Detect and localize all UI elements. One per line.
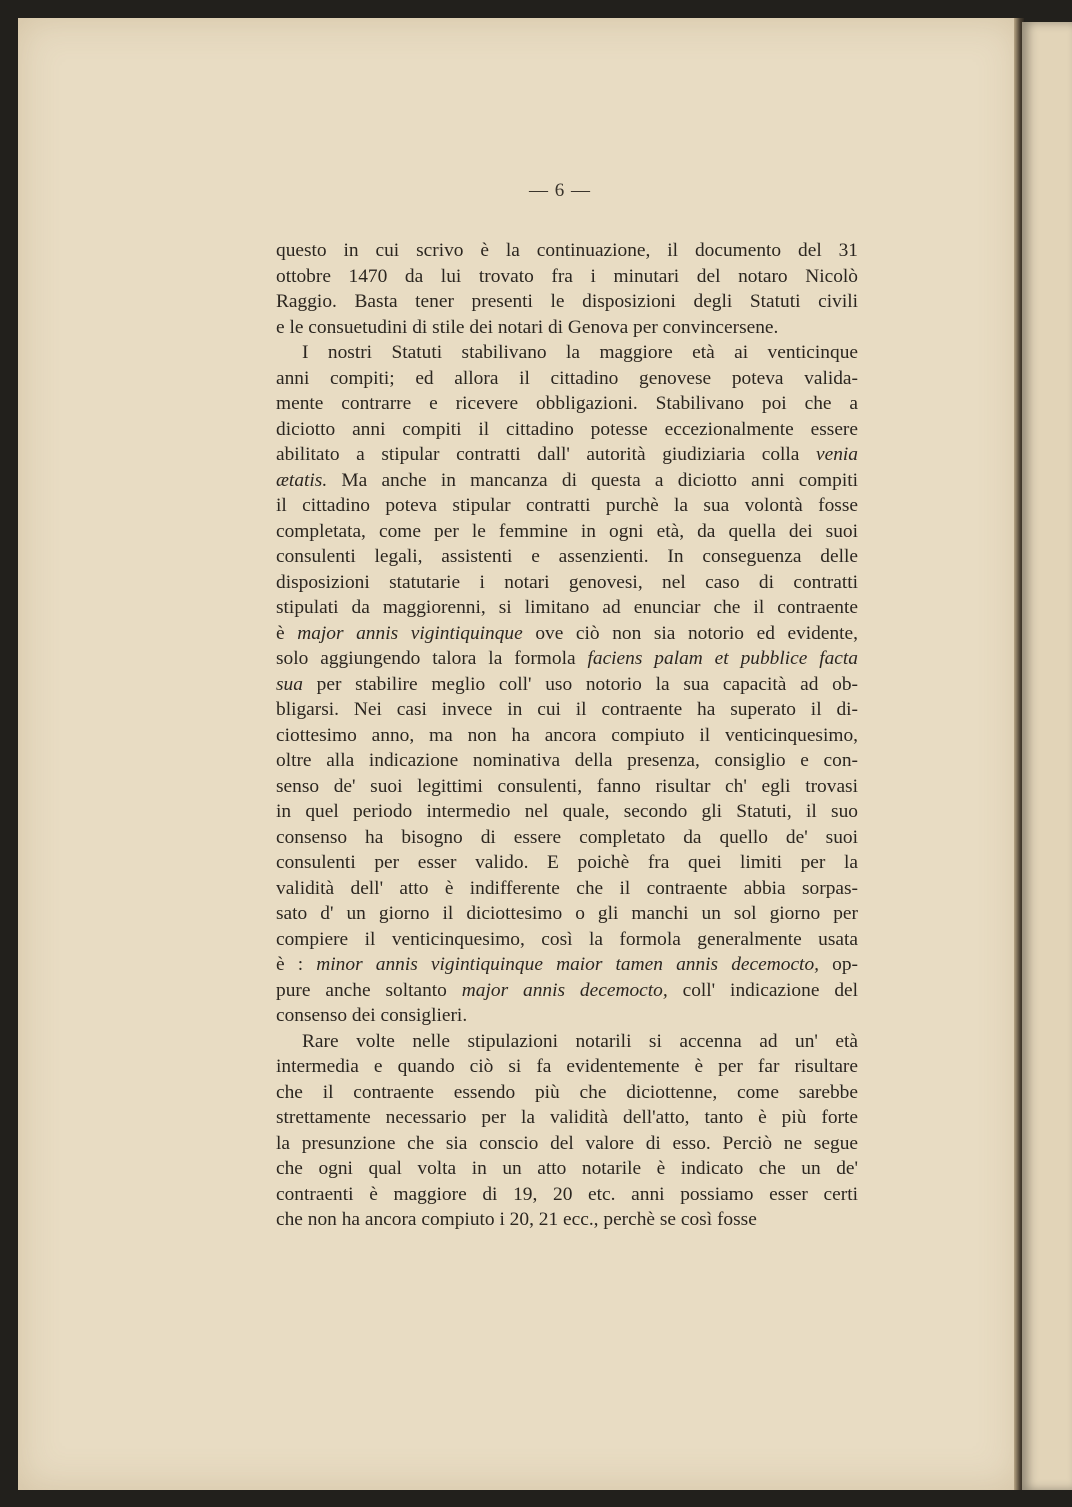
text-run: consulenti legali, assistenti e assenzienti. In conseguenza delle — [276, 546, 858, 567]
text-line — [276, 340, 858, 366]
text-run: che ogni qual volta in un atto notarile è indicato che un de' — [276, 1158, 858, 1179]
text-line — [276, 315, 858, 341]
text-line — [276, 442, 858, 468]
text-line — [276, 1105, 858, 1131]
text-line — [276, 1054, 858, 1080]
text-run: compiere il venticinquesimo, così la formola generalmente usata — [276, 928, 858, 950]
text-run: stipulati da maggiorenni, si limitano ad enunciar che il contraente — [276, 597, 858, 618]
text-line — [276, 927, 858, 953]
text-run: validità dell' atto è indifferente che il contraente abbia sorpas- — [276, 877, 858, 899]
text-run: è — [276, 622, 298, 644]
text-run: è : — [276, 954, 317, 975]
text-run: I nostri Statuti stabilivano la maggiore età ai venticinque — [302, 342, 858, 363]
text-line — [276, 468, 858, 494]
text-run: op- — [819, 954, 858, 975]
text-line — [276, 672, 858, 698]
paragraph — [276, 340, 858, 1029]
text-line — [276, 1029, 858, 1055]
text-line — [276, 366, 858, 392]
text-run: Ma anche in mancanza di questa a diciotto anni compiti — [327, 469, 858, 491]
text-run: ottobre 1470 da lui trovato fra i minutari del notaro Nicolò — [276, 265, 858, 287]
italic-phrase: major annis vigintiquinque — [297, 622, 523, 644]
text-run: la presunzione che sia conscio del valore di esso. Perciò ne segue — [276, 1132, 858, 1154]
text-run: il cittadino poteva stipular contratti purchè la sua volontà fosse — [276, 495, 858, 516]
paragraph — [276, 1029, 858, 1233]
text-run: bligarsi. Nei casi invece in cui il contraente ha superato il di- — [276, 699, 858, 720]
italic-phrase: minor annis vigintiquinque maior tamen annis decemocto, — [316, 954, 819, 975]
italic-phrase: venia — [816, 444, 858, 465]
text-run: abilitato a stipular contratti dall' autorità giudiziaria colla — [276, 444, 816, 465]
text-line — [276, 876, 858, 902]
text-run: questo in cui scrivo è la continuazione, il documento del 31 — [276, 240, 858, 261]
page-number: — 6 — — [529, 180, 591, 201]
text-run: pure anche soltanto — [276, 979, 462, 1001]
text-line — [276, 238, 858, 264]
text-run: contraenti è maggiore di 19, 20 etc. anni possiamo esser certi — [276, 1183, 858, 1205]
text-run: oltre alla indicazione nominativa della presenza, consiglio e con- — [276, 750, 858, 771]
text-run: che il contraente essendo più che diciottenne, come sarebbe — [276, 1081, 858, 1103]
text-run: mente contrarre e ricevere obbligazioni. Stabilivano poi che a — [276, 393, 858, 414]
text-run: per stabilire meglio coll' uso notorio la sua capacità ad ob- — [302, 673, 858, 695]
text-line — [276, 1207, 858, 1233]
text-line — [276, 519, 858, 545]
text-run: ove ciò non sia notorio ed evidente, — [522, 622, 859, 644]
text-run: consenso ha bisogno di essere completato da quello de' suoi — [276, 826, 858, 848]
text-line — [276, 1156, 858, 1182]
text-run: Rare volte nelle stipulazioni notarili si accenna ad un' età — [302, 1030, 858, 1052]
text-run: ciottesimo anno, ma non ha ancora compiuto il venticinquesimo, — [276, 724, 858, 746]
text-line — [276, 1182, 858, 1208]
text-line — [276, 825, 858, 851]
italic-phrase: faciens palam et pubblice facta — [587, 648, 858, 669]
italic-phrase: ætatis. — [276, 469, 328, 491]
italic-phrase: sua — [276, 673, 303, 695]
paragraph — [276, 238, 858, 340]
text-run: solo aggiungendo talora la formola — [276, 648, 588, 669]
text-line — [276, 417, 858, 443]
italic-phrase: major annis decemocto, — [461, 979, 668, 1001]
text-line — [276, 570, 858, 596]
text-run: anni compiti; ed allora il cittadino genovese poteva valida- — [276, 367, 858, 389]
text-run: consenso dei consiglieri. — [276, 1005, 468, 1026]
text-line — [276, 264, 858, 290]
text-line — [276, 850, 858, 876]
text-line — [276, 774, 858, 800]
facing-page-edge — [1022, 22, 1072, 1490]
text-run: sato d' un giorno il diciottesimo o gli manchi un sol giorno per — [276, 903, 858, 924]
text-run: disposizioni statutarie i notari genovesi, nel caso di contratti — [276, 571, 858, 593]
text-line — [276, 646, 858, 672]
text-line — [276, 901, 858, 927]
text-line — [276, 723, 858, 749]
text-line — [276, 1003, 858, 1029]
text-run: che non ha ancora compiuto i 20, 21 ecc., perchè se così fosse — [276, 1209, 757, 1230]
text-line — [276, 544, 858, 570]
text-line — [276, 978, 858, 1004]
text-line — [276, 595, 858, 621]
body-text — [276, 238, 858, 1233]
text-run: Raggio. Basta tener presenti le disposizioni degli Statuti civili — [276, 291, 858, 312]
text-line — [276, 289, 858, 315]
text-run: e le consuetudini di stile dei notari di Genova per convincersene. — [276, 316, 779, 338]
text-line — [276, 952, 858, 978]
text-line — [276, 391, 858, 417]
text-run: intermedia e quando ciò si fa evidentemente è per far risultare — [276, 1056, 858, 1077]
text-line — [276, 697, 858, 723]
text-line — [276, 799, 858, 825]
text-line — [276, 621, 858, 647]
text-run: completata, come per le femmine in ogni età, da quella dei suoi — [276, 520, 858, 542]
text-line — [276, 748, 858, 774]
text-run: senso de' suoi legittimi consulenti, fanno risultar ch' egli trovasi — [276, 775, 858, 797]
text-run: diciotto anni compiti il cittadino potesse eccezionalmente essere — [276, 418, 858, 440]
text-line — [276, 493, 858, 519]
text-run: consulenti per esser valido. E poichè fra quei limiti per la — [276, 852, 858, 873]
text-run: strettamente necessario per la validità dell'atto, tanto è più forte — [276, 1107, 858, 1128]
text-run: in quel periodo intermedio nel quale, secondo gli Statuti, il suo — [276, 801, 858, 822]
text-run: coll' indicazione del — [667, 979, 859, 1001]
text-line — [276, 1080, 858, 1106]
text-line — [276, 1131, 858, 1157]
